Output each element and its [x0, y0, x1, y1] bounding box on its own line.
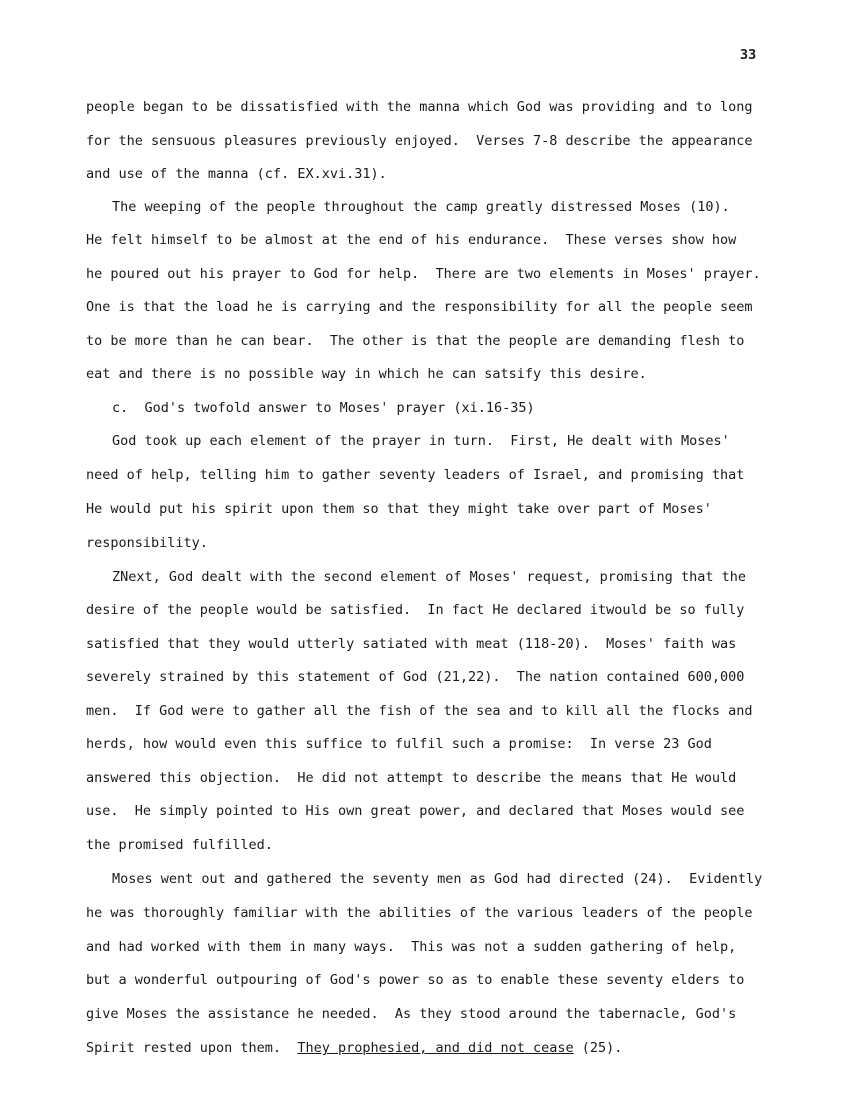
text-line: the promised fulfilled.: [86, 837, 273, 853]
text-line: He felt himself to be almost at the end of his endurance. These verses show how: [86, 232, 737, 248]
text-line: herds, how would even this suffice to fulfil such a promise: In verse 23 God: [86, 736, 712, 752]
text-line: One is that the load he is carrying and the responsibility for all the people seem: [86, 299, 753, 315]
text-line: He would put his spirit upon them so that they might take over part of Moses': [86, 501, 712, 517]
text-line: severely strained by this statement of God (21,22). The nation contained 600,000: [86, 669, 745, 685]
page-number: 33: [740, 47, 757, 63]
text-line: satisfied that they would utterly satiated with meat (118-20). Moses' faith was: [86, 636, 737, 652]
text-line: to be more than he can bear. The other is that the people are demanding flesh to: [86, 333, 745, 349]
text-line: God took up each element of the prayer in turn. First, He dealt with Moses': [112, 433, 730, 449]
text-line: desire of the people would be satisfied. In fact He declared itwould be so fully: [86, 602, 745, 618]
text-line: The weeping of the people throughout the camp greatly distressed Moses (10).: [112, 199, 730, 215]
text-line: responsibility.: [86, 535, 208, 551]
text-line: men. If God were to gather all the fish of the sea and to kill all the flocks and: [86, 703, 753, 719]
text-line: answered this objection. He did not attempt to describe the means that He would: [86, 770, 737, 786]
text-line: give Moses the assistance he needed. As they stood around the tabernacle, God's: [86, 1006, 737, 1022]
text-span: Spirit rested upon them.: [86, 1040, 298, 1056]
text-line: and use of the manna (cf. EX.xvi.31).: [86, 166, 387, 182]
text-line: he poured out his prayer to God for help. There are two elements in Moses' prayer.: [86, 266, 761, 282]
text-line: ZNext, God dealt with the second element of Moses' request, promising that the: [112, 569, 746, 585]
text-line: Moses went out and gathered the seventy men as God had directed (24). Evidently: [112, 871, 763, 887]
text-span: (25).: [573, 1040, 623, 1056]
text-line: he was thoroughly familiar with the abilities of the various leaders of the people: [86, 905, 753, 921]
underlined-quote: They prophesied, and did not cease: [297, 1040, 574, 1056]
section-heading: c. God's twofold answer to Moses' prayer (xi.16-35): [112, 400, 535, 416]
text-line-last: [86, 1039, 622, 1057]
text-line: eat and there is no possible way in which he can satsify this desire.: [86, 366, 647, 382]
text-line: need of help, telling him to gather seventy leaders of Israel, and promising that: [86, 467, 745, 483]
text-line: use. He simply pointed to His own great power, and declared that Moses would see: [86, 803, 745, 819]
text-line: people began to be dissatisfied with the manna which God was providing and to long: [86, 99, 753, 115]
text-line: but a wonderful outpouring of God's power so as to enable these seventy elders to: [86, 972, 745, 988]
text-line: and had worked with them in many ways. This was not a sudden gathering of help,: [86, 939, 737, 955]
text-line: for the sensuous pleasures previously enjoyed. Verses 7-8 describe the appearance: [86, 133, 753, 149]
